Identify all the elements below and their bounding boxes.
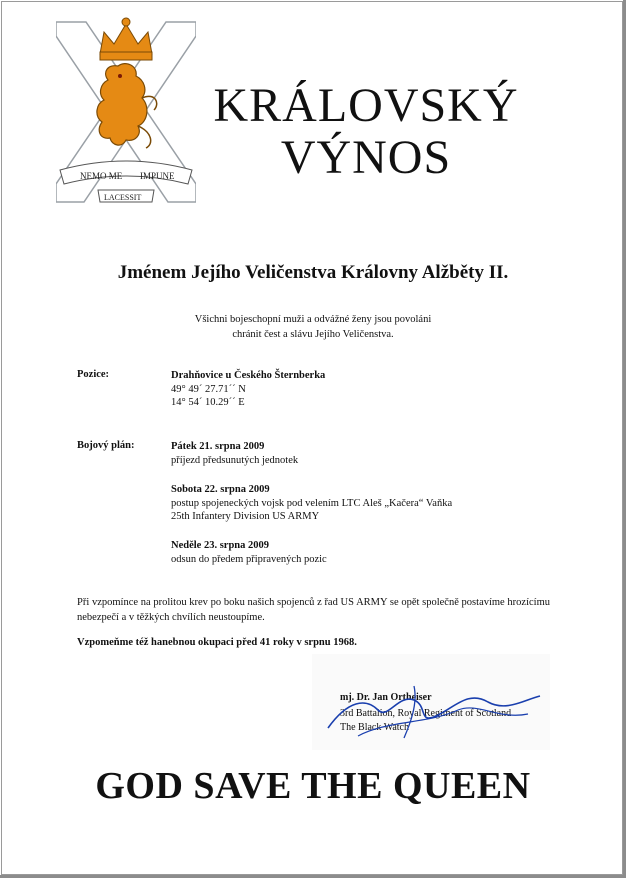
position-longitude: 14° 54´ 10.29´´ E (171, 397, 245, 408)
position-latitude: 49° 49´ 27.71´´ N (171, 383, 246, 395)
battle-plan-date: Pátek 21. srpna 2009 (171, 441, 265, 452)
battle-plan-day (171, 539, 327, 566)
position-label: Pozice: (77, 369, 110, 380)
battle-plan-line: příjezd předsunutých jednotek (171, 454, 299, 466)
document-title-line2: VÝNOS (280, 131, 452, 184)
regimental-badge-icon (56, 14, 196, 206)
position-block (171, 369, 325, 410)
battle-plan-label: Bojový plán: (77, 440, 135, 451)
svg-text:NEMO ME: NEMO ME (80, 171, 123, 181)
svg-text:LACESSIT: LACESSIT (104, 193, 142, 202)
intro-line: chránit čest a slávu Jejího Veličenstva. (232, 329, 394, 340)
battle-plan-line: postup spojeneckých vojsk pod velením LTC Aleš „Kačera“ Vaňka (171, 497, 453, 509)
position-place: Drahňovice u Českého Šternberka (171, 370, 326, 381)
battle-plan-date: Neděle 23. srpna 2009 (171, 540, 269, 551)
battle-plan-day (171, 440, 298, 467)
battle-plan-date: Sobota 22. srpna 2009 (171, 484, 270, 495)
handwritten-signature-icon (318, 680, 548, 742)
battle-plan-line: 25th Infantery Division US ARMY (171, 511, 320, 522)
battle-plan-line: odsun do předem připravených pozic (171, 553, 327, 565)
closing-motto: GOD SAVE THE QUEEN (95, 765, 531, 807)
battle-plan-day (171, 483, 452, 524)
document-title-line1: KRÁLOVSKÝ (213, 79, 519, 132)
svg-text:IMPUNE: IMPUNE (140, 171, 175, 181)
crown-icon (100, 18, 152, 60)
intro-text (0, 312, 626, 342)
subtitle: Jménem Jejího Veličenstva Královny Alžběty II. (117, 262, 509, 283)
paragraph-remembrance: Vzpomeňme též hanebnou okupaci před 41 roky v srpnu 1968. (77, 637, 357, 648)
signatory-unit-2: The Black Watch (340, 722, 409, 733)
paragraph-alliance: Při vzpomínce na prolitou krev po boku našich spojenců z řad US ARMY se opět společně postavíme hrozícímu nebezpečí a v těžkých chvílích neustoupíme. (77, 597, 550, 623)
signatory-name: mj. Dr. Jan Ortheiser (340, 692, 432, 703)
intro-line: Všichni bojeschopní muži a odvážné ženy jsou povoláni (194, 314, 432, 325)
signatory-unit: 3rd Battalion, Royal Regiment of Scotland (340, 708, 512, 719)
